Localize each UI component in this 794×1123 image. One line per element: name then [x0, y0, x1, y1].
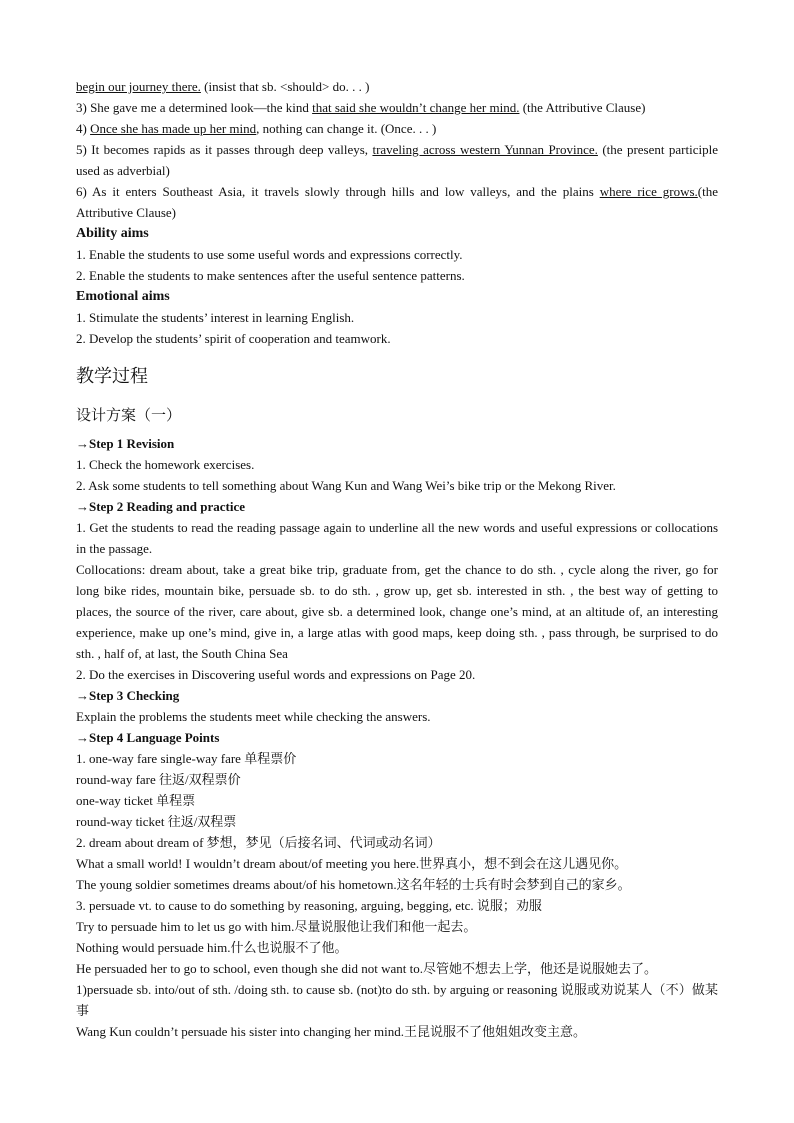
process-heading: 教学过程 [76, 366, 148, 387]
step1-item: 2. Ask some students to tell something about Wang Kun and Wang Wei’s bike trip or the Mekong River. [76, 478, 616, 493]
language-point-line: 1)persuade sb. into/out of sth. /doing sth. to cause sb. (not)to do sth. by arguing or reasoning 说服或劝说某人（不）做某事 [76, 982, 718, 1018]
language-point-line: Nothing would persuade him.什么也说服不了他。 [76, 940, 348, 955]
step4-heading: →Step 4 Language Points [76, 730, 220, 745]
ability-aims-heading: Ability aims [76, 226, 149, 241]
page-content [76, 76, 718, 1042]
language-point-line: Wang Kun couldn’t persuade his sister into changing her mind.王昆说服不了他姐姐改变主意。 [76, 1024, 586, 1039]
design-heading: 设计方案（一） [76, 406, 182, 424]
objective-line-3: 3) She gave me a determined look—the kind that said she wouldn’t change her mind. (the Attributive Clause) [76, 100, 646, 115]
emotional-aim-item: 2. Develop the students’ spirit of cooperation and teamwork. [76, 331, 391, 346]
step2-item: 2. Do the exercises in Discovering useful words and expressions on Page 20. [76, 667, 476, 682]
language-point-line: round-way fare 往返/双程票价 [76, 772, 241, 787]
language-point-line: 1. one-way fare single-way fare 单程票价 [76, 751, 297, 766]
ability-aim-item: 1. Enable the students to use some useful words and expressions correctly. [76, 247, 463, 262]
ability-aim-item: 2. Enable the students to make sentences after the useful sentence patterns. [76, 268, 465, 283]
emotional-aims-heading: Emotional aims [76, 289, 170, 304]
language-point-line: round-way ticket 往返/双程票 [76, 814, 237, 829]
objective-line-5: 5) It becomes rapids as it passes through deep valleys, traveling across western Yunnan Province. (the present participle used as adverbial) [76, 142, 718, 178]
language-point-line: 3. persuade vt. to cause to do something by reasoning, arguing, begging, etc. 说服；劝服 [76, 898, 542, 913]
step1-heading: →Step 1 Revision [76, 436, 175, 451]
language-point-line: Try to persuade him to let us go with him.尽量说服他让我们和他一起去。 [76, 919, 477, 934]
objective-line-2: begin our journey there. (insist that sb. <should> do. . . ) [76, 79, 370, 94]
language-point-line: one-way ticket 单程票 [76, 793, 196, 808]
underlined-phrase: where rice grows. [599, 184, 698, 199]
step3-text: Explain the problems the students meet while checking the answers. [76, 709, 431, 724]
step1-item: 1. Check the homework exercises. [76, 457, 255, 472]
language-point-line: 2. dream about dream of 梦想，梦见（后接名词、代词或动名词） [76, 835, 441, 850]
language-point-line: What a small world! I wouldn’t dream about/of meeting you here.世界真小，想不到会在这儿遇见你。 [76, 856, 628, 871]
underlined-phrase: Once she has made up her mind [90, 121, 257, 136]
step2-heading: →Step 2 Reading and practice [76, 499, 245, 514]
language-point-line: He persuaded her to go to school, even though she did not want to.尽管她不想去上学，他还是说服她去了。 [76, 961, 657, 976]
emotional-aim-item: 1. Stimulate the students’ interest in learning English. [76, 310, 355, 325]
step2-item: 1. Get the students to read the reading passage again to underline all the new words and useful expressions or collocations in the passage. [76, 520, 718, 556]
underlined-phrase: that said she wouldn’t change her mind. [312, 100, 520, 115]
collocations-paragraph: Collocations: dream about, take a great bike trip, graduate from, get the chance to do sth. , cycle along the river, go for long bike rides, mountain bike, persuade sb. to do sth. , grow up, get sb. interested in sth. , the best way of getting to places, the source of the river, care about, give sb. a determined look, change one’s mind, at an altitude of, an interesting experience, make up one’s mind, give in, a large atlas with good maps, keep doing sth. , pass through, be surprised to do sth. , half of, at last, the South China Sea [76, 562, 718, 661]
language-point-line: The young soldier sometimes dreams about/of his hometown.这名年轻的士兵有时会梦到自己的家乡。 [76, 877, 631, 892]
objective-line-6: 6) As it enters Southeast Asia, it travels slowly through hills and low valleys, and the plains where rice grows.(the Attributive Clause) [76, 184, 718, 220]
step3-heading: →Step 3 Checking [76, 688, 180, 703]
underlined-phrase: begin our journey there. [76, 79, 201, 94]
underlined-phrase: traveling across western Yunnan Province. [372, 142, 598, 157]
objective-line-4: 4) Once she has made up her mind, nothing can change it. (Once. . . ) [76, 121, 437, 136]
